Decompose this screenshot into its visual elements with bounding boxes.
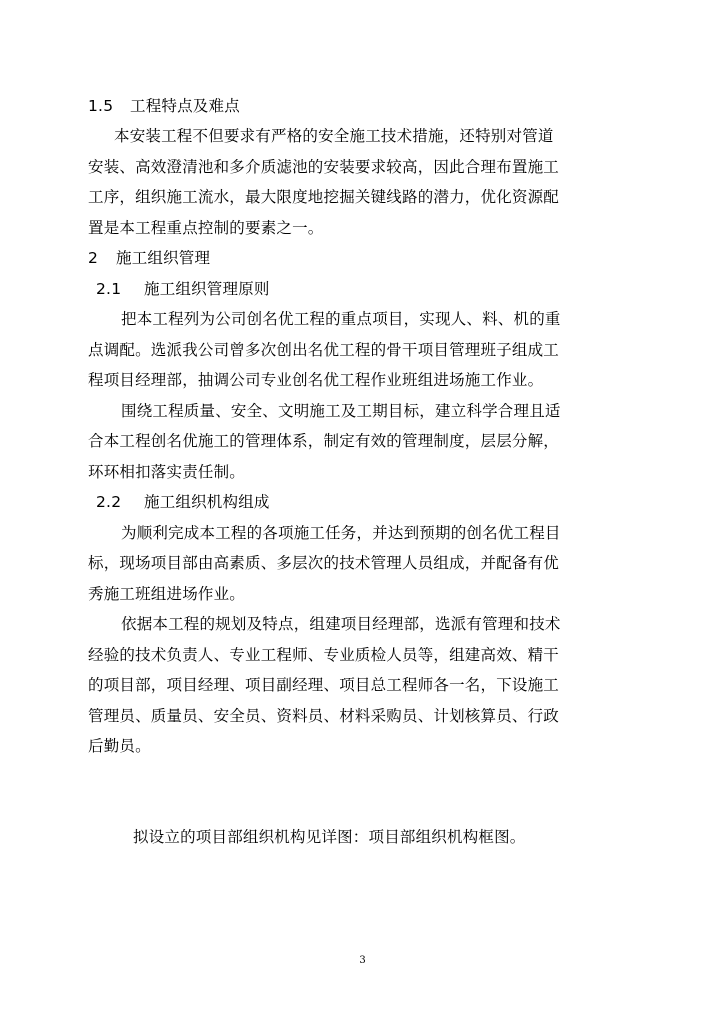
section-heading-2-1 <box>96 279 656 299</box>
section-heading-1-5 <box>88 96 648 116</box>
paragraph-line: 合本工程创名优施工的管理体系，制定有效的管理制度，层层分解， <box>88 432 560 450</box>
section-title: 施工组织机构组成 <box>144 493 270 511</box>
paragraph-line: 的项目部，项目经理、项目副经理、项目总工程师各一名，下设施工 <box>88 676 560 694</box>
paragraph-line: 点调配。选派我公司曾多次创出名优工程的骨干项目管理班子组成工 <box>88 341 560 359</box>
section-number: 2 <box>88 249 99 267</box>
section-heading-2-2 <box>96 492 656 512</box>
paragraph-line: 环环相扣落实责任制。 <box>88 463 246 481</box>
section-title: 施工组织管理原则 <box>144 280 270 298</box>
section-number: 2.2 <box>96 493 122 511</box>
paragraph-line: 把本工程列为公司创名优工程的重点项目，实现人、料、机的重 <box>121 310 561 328</box>
paragraph-line: 管理员、质量员、安全员、资料员、材料采购员、计划核算员、行政 <box>88 707 560 725</box>
paragraph-line: 本安装工程不但要求有严格的安全施工技术措施，还特别对管道 <box>114 127 554 145</box>
section-number: 1.5 <box>88 97 114 115</box>
paragraph-line: 围绕工程质量、安全、文明施工及工期目标，建立科学合理且适 <box>121 402 561 420</box>
section-number: 2.1 <box>96 280 122 298</box>
section-title: 工程特点及难点 <box>130 97 240 115</box>
paragraph-line: 标，现场项目部由高素质、多层次的技术管理人员组成，并配备有优 <box>88 554 560 572</box>
paragraph-line: 安装、高效澄清池和多介质滤池的安装要求较高，因此合理布置施工 <box>88 158 560 176</box>
section-title: 施工组织管理 <box>116 249 211 267</box>
paragraph-line: 程项目经理部，抽调公司专业创名优工程作业班组进场施工作业。 <box>88 371 544 389</box>
paragraph-line: 经验的技术负责人、专业工程师、专业质检人员等，组建高效、精干 <box>88 646 560 664</box>
page-number: 3 <box>359 955 366 966</box>
paragraph-line: 秀施工班组进场作业。 <box>88 585 246 603</box>
paragraph-line: 依据本工程的规划及特点，组建项目经理部，选派有管理和技术 <box>121 615 561 633</box>
paragraph-line: 后勤员。 <box>88 737 151 755</box>
section-heading-2 <box>88 248 648 268</box>
paragraph-line: 为顺利完成本工程的各项施工任务，并达到预期的创名优工程目 <box>121 524 561 542</box>
paragraph-line: 工序，组织施工流水，最大限度地挖掘关键线路的潜力，优化资源配 <box>88 188 560 206</box>
paragraph-line: 置是本工程重点控制的要素之一。 <box>88 219 324 237</box>
paragraph-line: 拟设立的项目部组织机构见详图：项目部组织机构框图。 <box>133 828 526 846</box>
